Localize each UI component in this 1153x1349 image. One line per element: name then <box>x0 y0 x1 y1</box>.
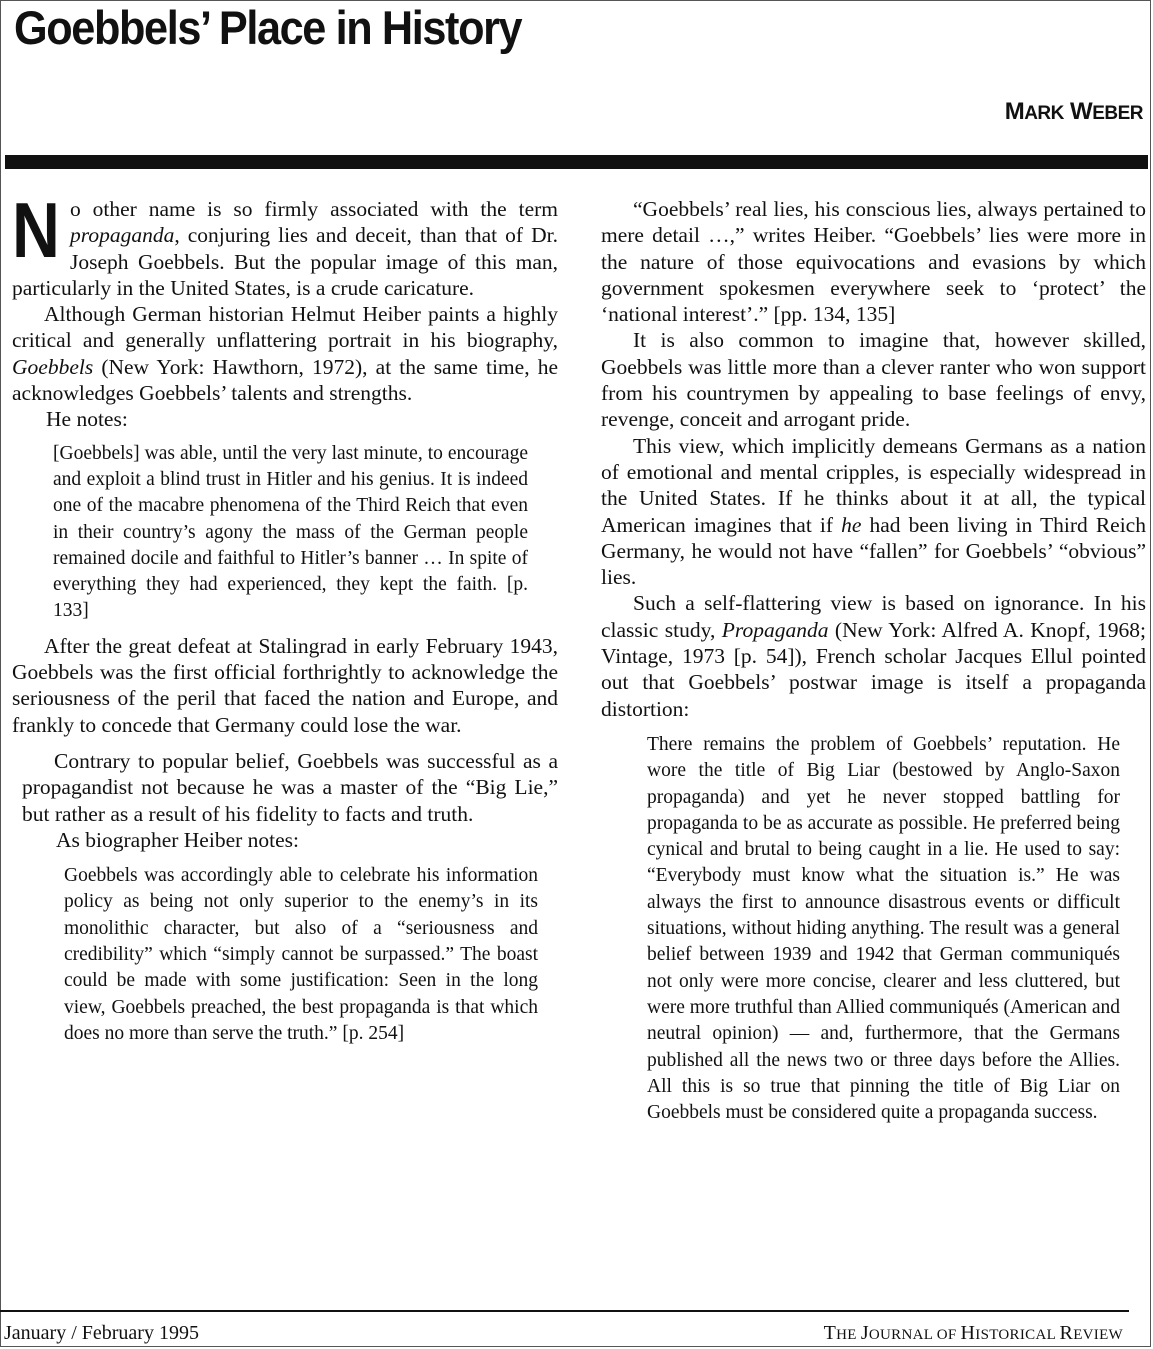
text-span: Although German historian Helmut Heiber paints a highly critical and generally unflattering portrait in his biography, <box>12 302 558 353</box>
paragraph: “Goebbels’ real lies, his conscious lies, always pertained to mere detail …,” writes Heiber. “Goebbels’ lies were more in the nature of those equivocations and evasions by which government spokesmen everywhere seek to ‘protect’ the ‘national interest’.” [pp. 134, 135] <box>601 197 1146 327</box>
author-first-rest: ARK <box>1024 103 1064 124</box>
paragraph: He notes: <box>46 407 128 432</box>
author-last-rest: EBER <box>1092 103 1143 124</box>
text-span: T <box>823 1322 837 1344</box>
text-span: Such a self-flattering view is based on ignorance. In his classic study, <box>601 591 1146 642</box>
opening-paragraph <box>12 186 558 301</box>
block-quote: [Goebbels] was able, until the very last minute, to encourage and exploit a blind trust in Hitler and his genius. It is indeed one of the macabre phenomena of the Third Reich that even in their country’s agony the mass of the German people remained docile and faithful to Hitler’s banner … In spite of everything they had experienced, they kept the faith. [p. 133] <box>53 442 528 622</box>
article-author <box>1005 98 1143 126</box>
emphasis: propaganda <box>70 223 175 248</box>
block-quote: There remains the problem of Goebbels’ reputation. He wore the title of Big Liar (bestowed by Anglo-Saxon propaganda) and yet he never stopped battling for propaganda to be as accurate as possible. He preferred being cynical and brutal to being caught in a lie. He used to say: “Everybody must know what the situation is.” He was always the first to announce disastrous events or difficult situations, without hiding anything. The result was a general belief between 1939 and 1942 that German communiqués not only were more concise, clearer and less cluttered, but were more truthful than Allied communiqués (American and neutral opinion) — and, furthermore, that the Germans published all the news two or three days before the Allies. All this is so true that pinning the title of Big Liar on Goebbels must be considered quite a propaganda success. <box>647 733 1120 1124</box>
footer-rule <box>0 1310 1129 1312</box>
text-span: (New York: Alfred A. Knopf, 1968; Vintage, 1973 [p. 54]), French scholar Jacques Ellul pointed out that Goebbels’ postwar image is itself a propaganda distortion: <box>601 617 1146 721</box>
paragraph: As biographer Heiber notes: <box>56 827 299 852</box>
journal-name <box>824 1322 1123 1345</box>
spacer <box>12 738 558 748</box>
text-span: (New York: Hawthorn, 1972), at the same time, he acknowledges Goebbels’ talents and strengths. <box>12 354 558 406</box>
paragraph <box>601 433 1146 591</box>
author-last-initial: W <box>1070 98 1093 125</box>
text-span: , conjuring lies and deceit, than that of Dr. Joseph Goebbels. But the popular image of this man, particularly in the United States, is a crude caricature. <box>12 223 558 300</box>
paragraph <box>12 301 558 406</box>
left-column <box>12 186 558 1047</box>
text-span: R <box>1059 1322 1074 1344</box>
text-span: o other name is so firmly associated with the term <box>70 197 558 221</box>
text-span: H <box>960 1322 976 1344</box>
block-quote: Goebbels was accordingly able to celebrate his information policy as being not only superior to the enemy’s in its monolithic character, but also of a “seriousness and credibility” which “simply cannot be surpassed.” The boast could be made with some justification: Seen in the long view, Goebbels preached, the best propaganda is that which does no more than serve the truth.” [p. 254] <box>64 865 538 1044</box>
issue-date: January / February 1995 <box>4 1322 199 1344</box>
text-span: OURNAL OF <box>868 1327 961 1343</box>
emphasis: Goebbels <box>12 354 94 379</box>
article-title: Goebbels’ Place in History <box>14 1 522 54</box>
emphasis: he <box>841 512 862 537</box>
right-column <box>601 196 1146 1126</box>
author-first-initial: M <box>1004 98 1025 125</box>
text-span: This view, which implicitly demeans Germans as a nation of emotional and mental cripples, is especially widespread in the United States. If he thinks about it at all, the typical American imagines that if <box>601 433 1146 537</box>
paragraph: Contrary to popular belief, Goebbels was successful as a propagandist not because he was a master of the “Big Lie,” but rather as a result of his fidelity to facts and truth. <box>22 748 558 826</box>
paragraph <box>601 590 1146 721</box>
drop-cap: N <box>12 186 60 274</box>
emphasis: Propaganda <box>721 617 829 642</box>
text-span: HE <box>836 1327 861 1343</box>
text-span: had been living in Third Reich Germany, he would not have “fallen” for Goebbels’ “obvious” lies. <box>601 512 1146 590</box>
header-rule <box>5 155 1148 169</box>
text-span: J <box>860 1322 869 1344</box>
paragraph: It is also common to imagine that, however skilled, Goebbels was little more than a clever ranter who won support from his countrymen by appealing to base feelings of envy, revenge, conceit and arrogant pride. <box>601 328 1146 432</box>
text-span: EVIEW <box>1073 1327 1123 1343</box>
paragraph: After the great defeat at Stalingrad in early February 1943, Goebbels was the first official forthrightly to acknowledge the seriousness of the peril that faced the nation and Europe, and frankly to concede that Germany could lose the war. <box>12 633 558 737</box>
text-span: ISTORICAL <box>975 1327 1060 1343</box>
